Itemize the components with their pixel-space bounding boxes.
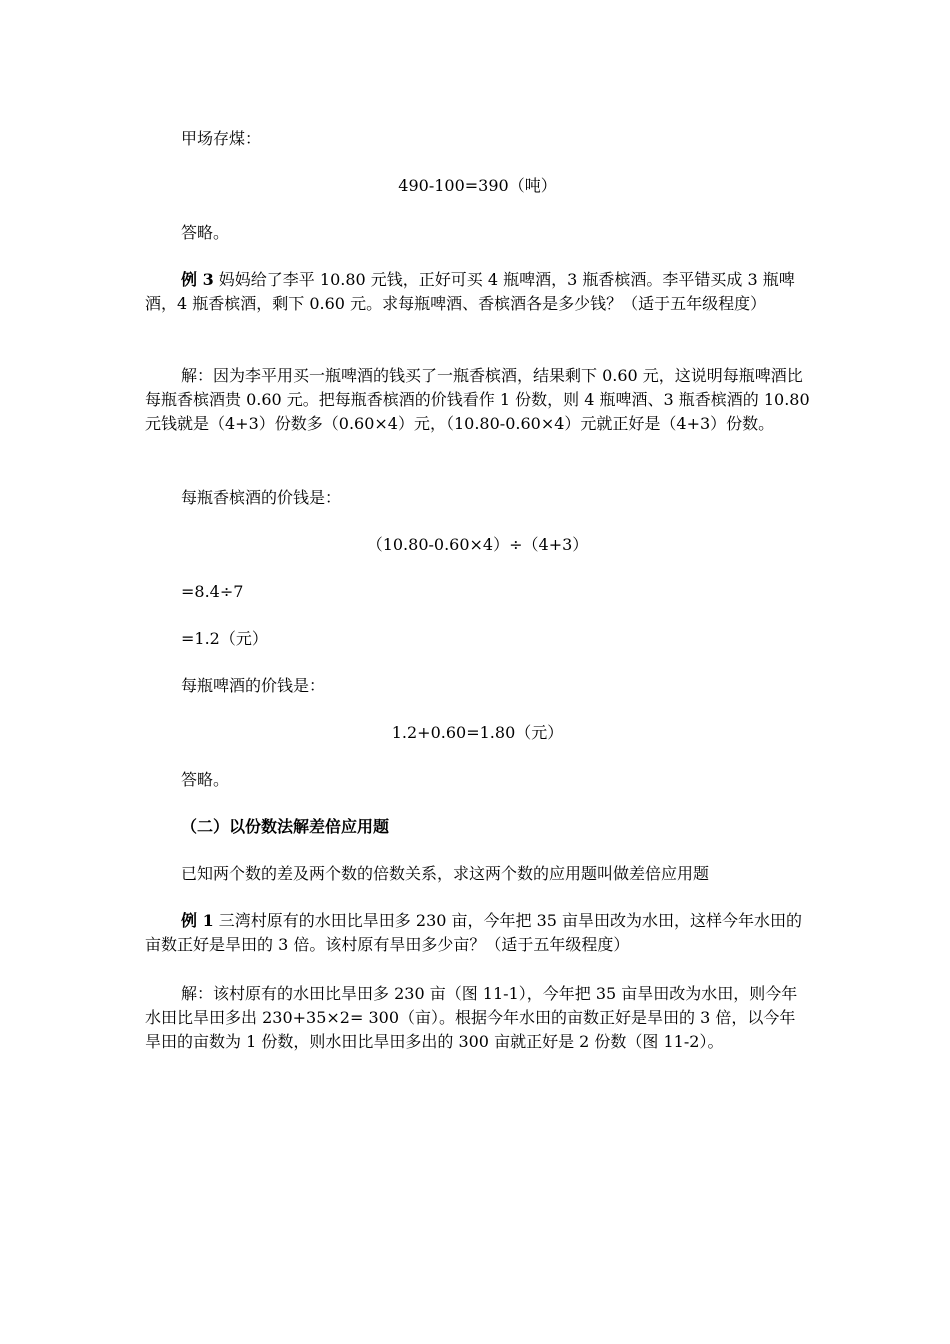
example-label: 例 3	[181, 270, 214, 289]
equation-beer-price: 1.2+0.60=1.80（元）	[391, 723, 564, 742]
paragraph-definition: 已知两个数的差及两个数的倍数关系，求这两个数的应用题叫做差倍应用题	[181, 864, 710, 883]
paragraph-answer-omitted-1: 答略。	[181, 223, 230, 242]
paragraph-beer-price-label: 每瓶啤酒的价钱是：	[181, 676, 326, 695]
paragraph-solution-example-3: 解：因为李平用买一瓶啤酒的钱买了一瓶香槟酒，结果剩下 0.60 元，这说明每瓶啤酒比每瓶香槟酒贵 0.60 元。把每瓶香槟酒的价钱看作 1 份数，则 4 瓶啤酒、3 瓶香槟酒的 10.80 元钱就是（4+3）份数多（0.60×4）元，（10.80-0.60×4）元就正好是（4+3）份数。	[145, 366, 810, 433]
paragraph-example-3	[145, 268, 810, 316]
paragraph-example-1	[145, 909, 810, 957]
example-text: 妈妈给了李平 10.80 元钱，正好可买 4 瓶啤酒，3 瓶香槟酒。李平错买成 3 瓶啤酒，4 瓶香槟酒，剩下 0.60 元。求每瓶啤酒、香槟酒各是多少钱？（适于五年级程度）	[145, 270, 795, 313]
equation-step-1: =8.4÷7	[181, 582, 244, 601]
equation-champagne-price: （10.80-0.60×4）÷（4+3）	[366, 535, 589, 554]
example-text: 三湾村原有的水田比旱田多 230 亩，今年把 35 亩旱田改为水田，这样今年水田的亩数正好是旱田的 3 倍。该村原有旱田多少亩？（适于五年级程度）	[145, 911, 803, 954]
equation-jia-coal: 490-100=390（吨）	[398, 176, 557, 195]
section-heading: （二）以份数法解差倍应用题	[181, 817, 390, 836]
paragraph-champagne-price-label: 每瓶香槟酒的价钱是：	[181, 488, 342, 507]
equation-step-2: =1.2（元）	[181, 629, 268, 648]
example-label: 例 1	[181, 911, 214, 930]
paragraph-answer-omitted-2: 答略。	[181, 770, 230, 789]
paragraph-jia-coal-label: 甲场存煤：	[181, 129, 262, 148]
paragraph-solution-example-1: 解：该村原有的水田比旱田多 230 亩（图 11-1），今年把 35 亩旱田改为水田，则今年水田比旱田多出 230+35×2= 300（亩）。根据今年水田的亩数正好是旱田的 3 倍，以今年旱田的亩数为 1 份数，则水田比旱田多出的 300 亩就正好是 2 份数（图 11-2）。	[145, 984, 798, 1051]
